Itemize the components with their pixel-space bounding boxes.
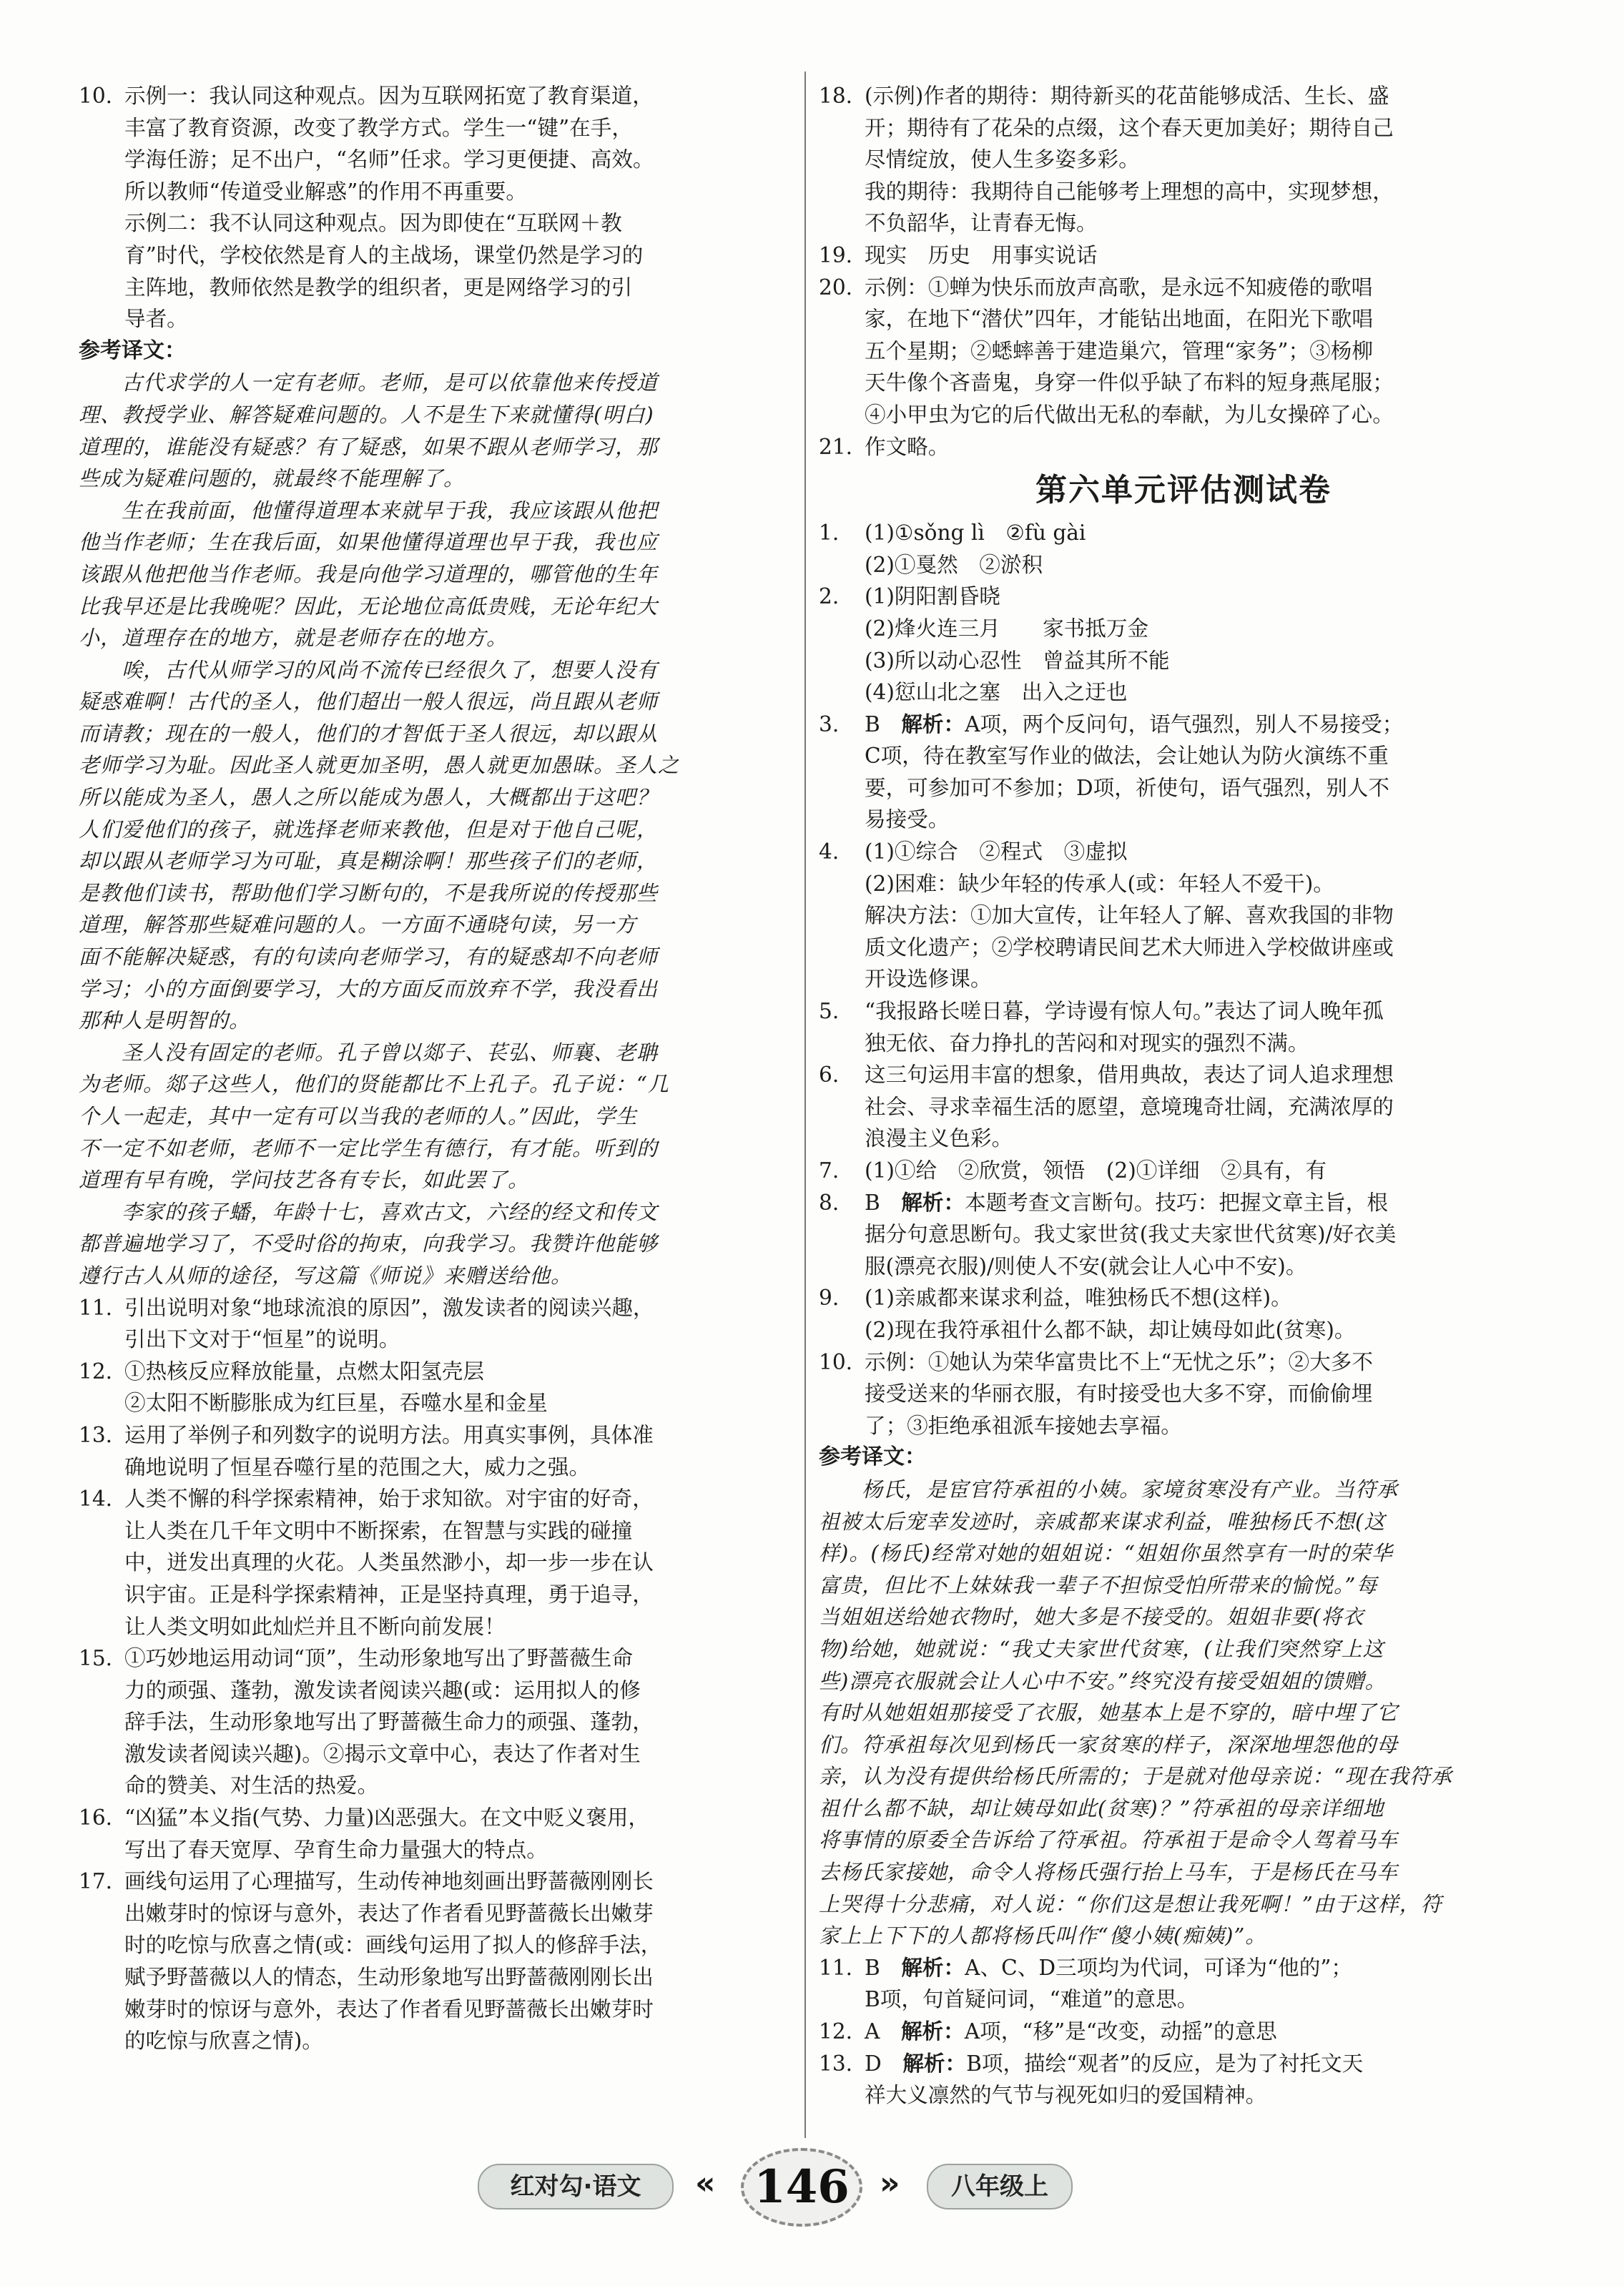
question-number: 17. [79,1869,113,1894]
answer-line: 这三句运用丰富的想象，借用典故，表达了词人追求理想 [865,1063,1394,1088]
analysis-text: 本题考查文言断句。技巧：把握文章主旨，根 [965,1190,1388,1215]
answer-line: 引出说明对象“地球流浪的原因”，激发读者的阅读兴趣， [124,1295,654,1320]
answer-line: 画线句运用了心理描写，生动传神地刻画出野蔷薇刚刚长 [124,1869,654,1894]
answer-20 [819,272,1548,431]
translation-line: 遵行古人从师的途径，写这篇《师说》来赠送给他。 [79,1263,573,1288]
translation-line: 有时从她姐姐那接受了衣服，她基本上是不穿的，暗中埋了它 [819,1700,1399,1725]
question-number: 8. [819,1190,840,1215]
translation-line: 却以跟从老师学习为可耻，真是糊涂啊！那些孩子们的老师， [79,849,659,874]
answer-line: 质文化遗产；②学校聘请民间艺术大师进入学校做讲座或 [865,935,1394,960]
translation-line: 那种人是明智的。 [79,1008,251,1033]
answer-line [865,709,1548,741]
answer-9 [819,1282,1548,1346]
answer-line [865,2048,1548,2080]
right-column [819,80,1548,2112]
answer-line: 社会、寻求幸福生活的愿望，意境瑰奇壮阔，充满浓厚的 [865,1094,1394,1119]
question-number: 20. [819,275,853,300]
answer-3 [819,709,1548,836]
answer-choice: B [865,711,902,736]
answer-10 [79,80,794,335]
translation-line: 们。符承祖每次见到杨氏一家贫寒的样子，深深地埋怨他的母 [819,1732,1399,1757]
answer-line: 嫩芽时的惊讶与意外，表达了作者看见野蔷薇长出嫩芽时 [124,1996,654,2021]
translation-line: 亲，认为没有提供给杨氏所需的；于是就对他母亲说：“现在我符承 [819,1764,1452,1789]
translation-line: 所以能成为圣人，愚人之所以能成为愚人，大概都出于这吧？ [79,785,659,810]
answer-1 [819,517,1548,581]
answer-7 [819,1155,1548,1187]
answer-choice: B [865,1955,902,1980]
translation-line: 都普遍地学习了，不受时俗的拘束，向我学习。我赞许他能够 [79,1231,659,1256]
translation-line: 去杨氏家接她，命令人将杨氏强行抬上马车，于是杨氏在马车 [819,1860,1399,1885]
answer-line: (示例)作者的期待：期待新买的花苗能够成活、生长、盛 [865,84,1389,108]
question-number: 1. [819,521,840,546]
answer-line: 我的期待：我期待自己能够考上理想的高中，实现梦想， [865,179,1394,204]
answer-line: (1)①综合 ②程式 ③虚拟 [865,839,1128,864]
question-number: 7. [819,1158,840,1183]
answer-8 [819,1187,1548,1283]
grade-badge: 八年级上 [927,2164,1073,2209]
answer-line: 示例二：我不认同这种观点。因为即使在“互联网＋教 [124,211,622,236]
translation-line: 上哭得十分悲痛，对人说：“你们这是想让我死啊！”由于这样，符 [819,1891,1442,1916]
answer-line: 主阵地，教师依然是教学的组织者，更是网络学习的引 [124,275,633,300]
translation-paragraph [79,654,794,1037]
answer-line: 家，在地下“潜伏”四年，才能钻出地面，在阳光下歌唱 [865,307,1373,332]
answer-line: 让人类文明如此灿烂并且不断向前发展！ [124,1614,506,1639]
question-number: 12. [819,2019,853,2044]
answer-line: 开；期待有了花朵的点缀，这个春天更加美好；期待自己 [865,115,1394,140]
translation-line: 道理有早有晚，学问技艺各有专长，如此罢了。 [79,1168,530,1193]
answer-line [865,2016,1548,2048]
question-number: 11. [79,1295,113,1320]
question-number: 16. [79,1805,113,1831]
answer-line: 浪漫主义色彩。 [865,1126,1013,1151]
translation-line: 理、教授学业、解答疑难问题的。人不是生下来就懂得(明白) [79,402,654,427]
translation-line: 唉，古代从师学习的风尚不流传已经很久了，想要人没有 [122,657,659,682]
analysis-text: A、C、D三项均为代词，可译为“他的”； [965,1955,1353,1980]
answer-line: 学海任游；足不出户，“名师”任求。学习更便捷、高效。 [124,147,654,172]
answer-line: 时的吃惊与欣喜之情(或：画线句运用了拟人的修辞手法， [124,1933,662,1958]
answer-11-right [819,1952,1548,2016]
question-number: 11. [819,1955,853,1980]
translation-line: 小，道理存在的地方，就是老师存在的地方。 [79,626,508,651]
question-number: 21. [819,434,853,459]
translation-line: 疑惑难啊！古代的圣人，他们超出一般人很远，尚且跟从老师 [79,689,659,714]
answer-line: C项，待在教室写作业的做法，会让她认为防火演练不重 [865,744,1389,769]
question-number: 10. [79,84,113,108]
answer-line: (4)愆山北之塞 出入之迂也 [865,680,1128,705]
answer-line: (1)①sǒng lì ②fù gài [865,521,1086,546]
answer-6 [819,1059,1548,1155]
answer-10-right [819,1346,1548,1442]
answer-line: 现实 历史 用事实说话 [865,242,1098,267]
translation-line: 当姐姐送给她衣物时，她大多是不接受的。姐姐非要(将衣 [819,1605,1364,1630]
translation-paragraph [79,367,794,494]
question-number: 18. [819,84,853,108]
answer-line: 出嫩芽时的惊讶与意外，表达了作者看见野蔷薇长出嫩芽 [124,1901,654,1926]
section-title: 第六单元评估测试卷 [1035,472,1332,509]
question-number: 2. [819,584,840,609]
translation-line: 老师学习为耻。因此圣人就更加圣明，愚人就更加愚昧。圣人之 [79,753,680,778]
answer-line: 识宇宙。正是科学探索精神，正是坚持真理，勇于追寻， [124,1582,654,1607]
answer-choice: B [865,1190,902,1215]
answer-line: 祥大义凛然的气节与视死如归的爱国精神。 [865,2083,1267,2108]
answer-line: 五个星期；②蟋蟀善于建造巢穴，管理“家务”；③杨柳 [865,338,1373,363]
answer-line: 示例：①她认为荣华富贵比不上“无忧之乐”；②大多不 [865,1349,1373,1374]
translation-line: 不一定不如老师，老师不一定比学生有德行，有才能。听到的 [79,1135,659,1161]
answer-line: 育”时代，学校依然是育人的主战场，课堂仍然是学习的 [124,242,644,267]
answer-line: ①热核反应释放能量，点燃太阳氢壳层 [124,1359,485,1384]
answer-line: (2)烽火连三月 家书抵万金 [865,616,1149,641]
translation-line: 人们爱他们的孩子，就选择老师来教他，但是对于他自己呢， [79,817,659,842]
answer-line: 确地说明了恒星吞噬行星的范围之大，威力之强。 [124,1454,591,1479]
translation-line: 道理的，谁能没有疑惑？有了疑惑，如果不跟从老师学习，那 [79,434,659,459]
answer-line: 解决方法：①加大宣传，让年轻人了解、喜欢我国的非物 [865,903,1394,928]
analysis-label: 解析： [901,1955,965,1980]
chevron-left-icon: « [695,2165,716,2202]
translation-line: 古代求学的人一定有老师。老师，是可以依靠他来传授道 [122,370,659,395]
translation-line: 而请教；现在的一般人，他们的才智低于圣人很远，却以跟从 [79,721,659,746]
translation-paragraph [79,1037,794,1196]
translation-line: 样)。(杨氏)经常对她的姐姐说：“姐姐你虽然享有一时的荣华 [819,1541,1393,1566]
answer-line: ①巧妙地运用动词“顶”，生动形象地写出了野蔷薇生命 [124,1646,633,1671]
answer-11 [79,1292,794,1356]
answer-line: 独无依、奋力挣扎的苦闷和对现实的强烈不满。 [865,1030,1309,1055]
answer-line: ④小甲虫为它的后代做出无私的奉献，为儿女操碎了心。 [865,402,1394,427]
analysis-text: A项，“移”是“改变，动摇”的意思 [964,2019,1277,2044]
question-number: 9. [819,1286,840,1311]
answer-choice: A [865,2019,901,2044]
answer-line: (3)所以动心忍性 曾益其所不能 [865,648,1170,673]
analysis-label: 解析： [901,1190,965,1215]
analysis-label: 解析： [901,711,965,736]
analysis-label: 解析： [902,2051,967,2076]
answer-line: 示例：①蝉为快乐而放声高歌，是永远不知疲倦的歌唱 [865,275,1373,300]
answer-choice: D [865,2051,903,2076]
translation-line: 祖什么都不缺，却让姨母如此(贫寒)？”符承祖的母亲详细地 [819,1795,1384,1821]
translation-line: 祖被太后宠幸发迹时，亲戚都来谋求利益，唯独杨氏不想(这 [819,1509,1386,1534]
answer-13 [79,1419,794,1483]
translation-line: 个人一起走，其中一定有可以当我的老师的人。”因此，学生 [79,1104,638,1128]
translation-line: 道理，解答那些疑难问题的人。一方面不通晓句读，另一方 [79,912,637,937]
translation-line: 是教他们读书，帮助他们学习断句的，不是我所说的传授那些 [79,880,659,905]
answer-line: “我报路长嗟日暮，学诗谩有惊人句。”表达了词人晚年孤 [865,999,1384,1024]
answer-17 [79,1866,794,2057]
answer-line: 的吃惊与欣喜之情)。 [124,2029,323,2054]
question-number: 13. [79,1422,113,1447]
translation-line: 学习；小的方面倒要学习，大的方面反而放弃不学，我没看出 [79,976,659,1001]
answer-line: 导者。 [124,307,188,332]
answer-line: B项，句首疑问词，“难道”的意思。 [865,1987,1199,2012]
answer-5 [819,995,1548,1059]
answer-line [865,1952,1548,1984]
answer-line: 力的顽强、蓬勃，激发读者阅读兴趣(或：运用拟人的修 [124,1677,641,1703]
translation-paragraph [79,495,794,654]
answer-line: 让人类在几千年文明中不断探索，在智慧与实践的碰撞 [124,1518,633,1543]
question-number: 13. [819,2051,853,2076]
analysis-text: B项，描绘“观者”的反应，是为了衬托文天 [966,2051,1364,2076]
answer-line: 引出下文对于“恒星”的说明。 [124,1327,400,1352]
translation-line: 家上上下下的人都将杨氏叫作“傻小姨(痴姨)”。 [819,1923,1267,1948]
translation-line: 该跟从他把他当作老师。我是向他学习道理的，哪管他的生年 [79,561,659,586]
translation-line: 圣人没有固定的老师。孔子曾以郯子、苌弘、师襄、老聃 [122,1040,659,1065]
answer-line: 运用了举例子和列数字的说明方法。用真实事例，具体准 [124,1422,654,1447]
translation-line: 李家的孩子蟠，年龄十七，喜欢古文，六经的经文和传文 [122,1199,659,1224]
answer-line: 激发读者阅读兴趣)。②揭示文章中心，表达了作者对生 [124,1741,641,1766]
chevron-right-icon: » [880,2165,900,2202]
answer-line: 不负韶华，让青春无悔。 [865,211,1098,236]
answer-13-right [819,2048,1548,2112]
answer-line: (2)①戛然 ②淤积 [865,552,1043,577]
translation-line: 为老师。郯子这些人，他们的贤能都比不上孔子。孔子说：“几 [79,1072,669,1097]
answer-line [865,1187,1548,1219]
question-number: 3. [819,711,840,736]
translation-line: 将事情的原委全告诉给了符承祖。符承祖于是命令人驾着马车 [819,1828,1399,1853]
question-number: 12. [79,1359,113,1384]
answer-16 [79,1802,794,1866]
translation-line: 生在我前面，他懂得道理本来就早于我，我应该跟从他把 [122,498,659,523]
answer-line: 写出了春天宽厚、孕育生命力量强大的特点。 [124,1837,548,1862]
answer-4 [819,836,1548,995]
answer-line: 天牛像个吝啬鬼，身穿一件似乎缺了布料的短身燕尾服； [865,370,1394,395]
translation-line: 物)给她，她就说：“我丈夫家世代贫寒，(让我们突然穿上这 [819,1636,1384,1661]
answer-line: 要，可参加可不参加；D项，祈使句，语气强烈，别人不 [865,775,1389,800]
translation-paragraph [819,1474,1548,1952]
answer-line: 服(漂亮衣服)/则使人不安(就会让人心中不安)。 [865,1253,1307,1279]
answer-line: 人类不懈的科学探索精神，始于求知欲。对宇宙的好奇， [124,1487,654,1512]
answer-12-right [819,2016,1548,2048]
translation-paragraph [79,1196,794,1292]
translation-line: 富贵，但比不上妹妹我一辈子不担惊受怕所带来的愉悦。”每 [819,1572,1378,1597]
answer-line: 尽情绽放，使人生多姿多彩。 [865,147,1140,172]
answer-12 [79,1356,794,1419]
question-number: 15. [79,1646,113,1671]
answer-line: 命的赞美、对生活的热爱。 [124,1773,379,1798]
answer-line: 中，迸发出真理的火花。人类虽然渺小，却一步一步在认 [124,1550,654,1575]
question-number: 14. [79,1487,113,1512]
translation-line: 比我早还是比我晚呢？因此，无论地位高低贵贱，无论年纪大 [79,593,659,619]
page-footer [0,2145,1624,2224]
answer-18 [819,80,1548,240]
answer-line: 接受送来的华丽衣服，有时接受也大多不穿，而偷偷埋 [865,1381,1373,1406]
question-number: 19. [819,242,853,267]
left-column [79,80,794,2057]
answer-line: (1)阴阳割昏晓 [865,584,1000,609]
answer-line: (1)亲戚都来谋求利益，唯独杨氏不想(这样)。 [865,1286,1292,1311]
answer-line: (1)①给 ②欣赏，领悟 (2)①详细 ②具有，有 [865,1158,1327,1183]
answer-19 [819,240,1548,272]
column-divider [804,72,806,2138]
translation-line: 杨氏，是宦官符承祖的小姨。家境贫寒没有产业。当符承 [862,1477,1399,1502]
answer-line: 开设选修课。 [865,967,992,992]
answer-14 [79,1483,794,1642]
reference-translation-heading: 参考译文： [79,338,186,363]
question-number: 4. [819,839,840,864]
answer-line: “凶猛”本义指(气势、力量)凶恶强大。在文中贬义褒用， [124,1805,650,1831]
book-title-badge: 红对勾·语文 [478,2164,674,2209]
question-number: 6. [819,1063,840,1088]
answer-line: ②太阳不断膨胀成为红巨星，吞噬水星和金星 [124,1391,548,1416]
page-number: 146 [741,2148,862,2227]
analysis-label: 解析： [900,2019,965,2044]
answer-line: 易接受。 [865,807,950,832]
answer-line: 所以教师“传道受业解惑”的作用不再重要。 [124,179,527,204]
translation-line: 些)漂亮衣服就会让人心中不安。”终究没有接受姐姐的馈赠。 [819,1668,1387,1693]
answer-line: (2)现在我符承祖什么都不缺，却让姨母如此(贫寒)。 [865,1317,1356,1342]
answer-15 [79,1642,794,1802]
question-number: 10. [819,1349,853,1374]
answer-2 [819,581,1548,708]
answer-line: 示例一：我认同这种观点。因为互联网拓宽了教育渠道， [124,84,654,108]
translation-line: 些成为疑难问题的，就最终不能理解了。 [79,466,466,491]
question-number: 5. [819,999,840,1024]
answer-line: (2)困难：缺少年轻的传承人(或：年轻人不爱干)。 [865,871,1334,896]
answer-line: 了；③拒绝承祖派车接她去享福。 [865,1413,1182,1438]
answer-line: 丰富了教育资源，改变了教学方式。学生一“键”在手， [124,115,633,140]
analysis-text: A项，两个反问句，语气强烈，别人不易接受； [965,711,1404,736]
translation-line: 他当作老师；生在我后面，如果他懂得道理也早于我，我也应 [79,530,659,555]
answer-line: 作文略。 [865,434,950,459]
translation-line: 面不能解决疑惑，有的句读向老师学习，有的疑惑却不向老师 [79,945,659,970]
reference-translation-heading: 参考译文： [819,1444,926,1470]
answer-line: 赋予野蔷薇以人的情态，生动形象地写出野蔷薇刚刚长出 [124,1965,654,1990]
answer-line: 辞手法，生动形象地写出了野蔷薇生命力的顽强、蓬勃， [124,1710,654,1735]
answer-line: 据分句意思断句。我丈家世贫(我丈夫家世代贫寒)/好衣美 [865,1222,1397,1247]
answer-21 [819,431,1548,463]
